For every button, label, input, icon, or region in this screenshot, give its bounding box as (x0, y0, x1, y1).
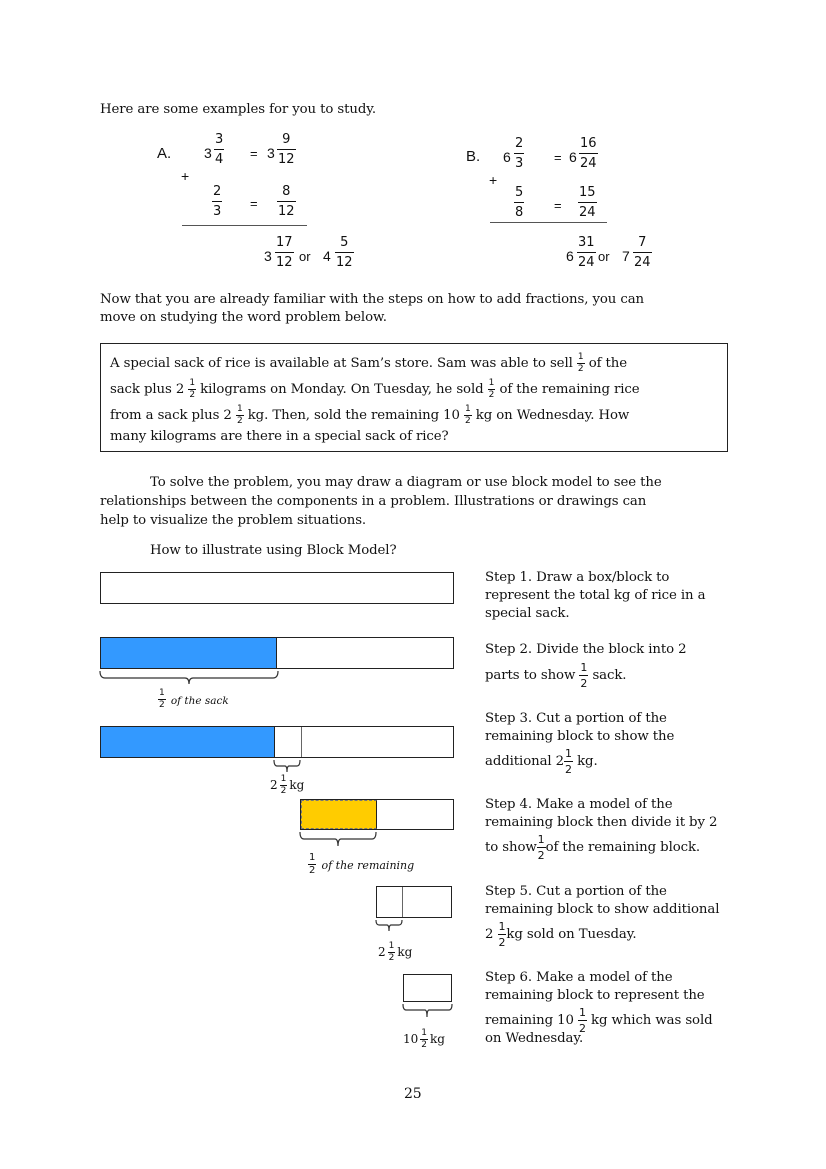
example-b-alt-whole: 7 (622, 248, 630, 264)
step-2: Step 2. Divide the block into 2 parts to show $\frac{1}{2}$ sack. (485, 642, 687, 690)
problem-line-1: A special sack of rice is available at Sam’s store. Sam was able to sell $\frac{1}{2}$ of the (110, 352, 628, 374)
example-b-whole: 6 (503, 149, 511, 165)
block-10-half-kg (403, 974, 452, 1002)
solve-line-2: relationships between the components in a problem. Illustrations or drawings can (100, 494, 647, 509)
example-b-alt-frac: 7 24 (634, 235, 651, 270)
example-a-label: A. (157, 145, 172, 162)
solve-line-1: To solve the problem, you may draw a diagram or use block model to see the (150, 475, 662, 490)
example-a-eq-whole: 3 (267, 145, 275, 161)
block-2-half-kg-tuesday (377, 887, 403, 917)
step-6: Step 6. Make a model of the remaining block to represent the remaining 10 $\frac{1}{2}$ kg which was sold on Wednesday. (485, 970, 713, 1046)
block-half-sack-blue (101, 727, 275, 757)
example-a-alt-whole: 4 (323, 248, 331, 264)
example-a-result-frac: 17 12 (276, 235, 293, 270)
example-a-eqfrac2: 8 12 (278, 184, 295, 219)
example-b-eq2: = (554, 198, 562, 213)
example-a-plus: + (181, 168, 190, 184)
transition-line-2: move on studying the word problem below. (100, 310, 387, 325)
example-a-eq1: = (250, 146, 258, 161)
intro-text: Here are some examples for you to study. (100, 102, 377, 117)
block-cut-portion (100, 726, 454, 758)
block-divided (100, 637, 454, 669)
example-b-or: or (598, 249, 610, 264)
brace-half-sack-icon (99, 670, 280, 690)
step-3: Step 3. Cut a portion of the remaining block to show the additional 2 $\frac{1}{2}$ kg. (485, 711, 675, 776)
brace-2-half-kg-tuesday-icon (375, 919, 405, 935)
fraction-half: $\frac{1}{2}$ (577, 352, 584, 374)
example-b-eqfrac1: 16 24 (580, 136, 597, 171)
example-a-sum-line (182, 225, 307, 226)
brace-10-half-kg-icon (402, 1003, 454, 1021)
block-half-remaining-yellow (301, 800, 377, 829)
fraction-half: $\frac{1}{2}$ (488, 378, 495, 400)
example-b-result-frac: 31 24 (578, 235, 595, 270)
label-10-half-kg: 10 $\frac{1}{2}$ kg (403, 1028, 445, 1050)
example-a-eq2: = (250, 196, 258, 211)
example-b-frac2: 5 8 (515, 185, 524, 220)
block-2-half-kg (275, 727, 302, 757)
block-remaining-half (376, 886, 452, 918)
page-number: 25 (404, 1086, 422, 1102)
example-b-plus: + (489, 172, 498, 188)
example-a-whole: 3 (204, 145, 212, 161)
label-2-half-kg-tuesday: 2 $\frac{1}{2}$ kg (378, 941, 413, 963)
example-a-result-whole: 3 (264, 248, 272, 264)
example-a-or: or (299, 249, 311, 264)
example-b-eq-whole: 6 (569, 149, 577, 165)
solve-line-3: help to visualize the problem situations. (100, 513, 367, 528)
block-total-sack (100, 572, 454, 604)
example-a-alt-frac: 5 12 (336, 235, 353, 270)
example-a-frac1: 3 4 (215, 132, 224, 167)
example-b-eq1: = (554, 150, 562, 165)
step-4: Step 4. Make a model of the remaining block then divide it by 2 to show $\frac{1}{2}$ of the remaining block. (485, 797, 718, 862)
label-half-of-remaining: $\frac{1}{2}$ of the remaining (309, 852, 415, 876)
label-half-of-sack: $\frac{1}{2}$ of the sack (159, 688, 229, 710)
step-5: Step 5. Cut a portion of the remaining block to show additional 2 $\frac{1}{2}$ kg sold on Tuesday. (485, 884, 720, 949)
example-b-eqfrac2: 15 24 (579, 185, 596, 220)
fraction-half: $\frac{1}{2}$ (464, 404, 471, 426)
fraction-half: $\frac{1}{2}$ (236, 404, 243, 426)
problem-line-2: sack plus 2 $\frac{1}{2}$ kilograms on Monday. On Tuesday, he sold $\frac{1}{2}$ of the remaining rice (110, 378, 640, 400)
label-2-half-kg: 2 $\frac{1}{2}$ kg (270, 774, 305, 796)
example-b-sum-line (490, 222, 607, 223)
block-remaining (300, 799, 454, 830)
word-problem-box (100, 343, 728, 452)
how-to-heading: How to illustrate using Block Model? (150, 543, 397, 558)
step-1: Step 1. Draw a box/block to represent the total kg of rice in a special sack. (485, 570, 706, 621)
block-half-sack-blue (101, 638, 277, 668)
brace-half-remaining-icon (299, 831, 379, 851)
example-b-frac1: 2 3 (515, 136, 524, 171)
problem-line-3: from a sack plus 2 $\frac{1}{2}$ kg. Then, sold the remaining 10 $\frac{1}{2}$ kg on Wednesday. How (110, 404, 630, 426)
fraction-half: $\frac{1}{2}$ (189, 378, 196, 400)
example-a-eqfrac1: 9 12 (278, 132, 295, 167)
example-a-frac2: 2 3 (213, 184, 222, 219)
example-b-result-whole: 6 (566, 248, 574, 264)
example-b-label: B. (466, 148, 481, 165)
transition-line-1: Now that you are already familiar with the steps on how to add fractions, you can (100, 292, 644, 307)
problem-line-4: many kilograms are there in a special sack of rice? (110, 429, 449, 444)
